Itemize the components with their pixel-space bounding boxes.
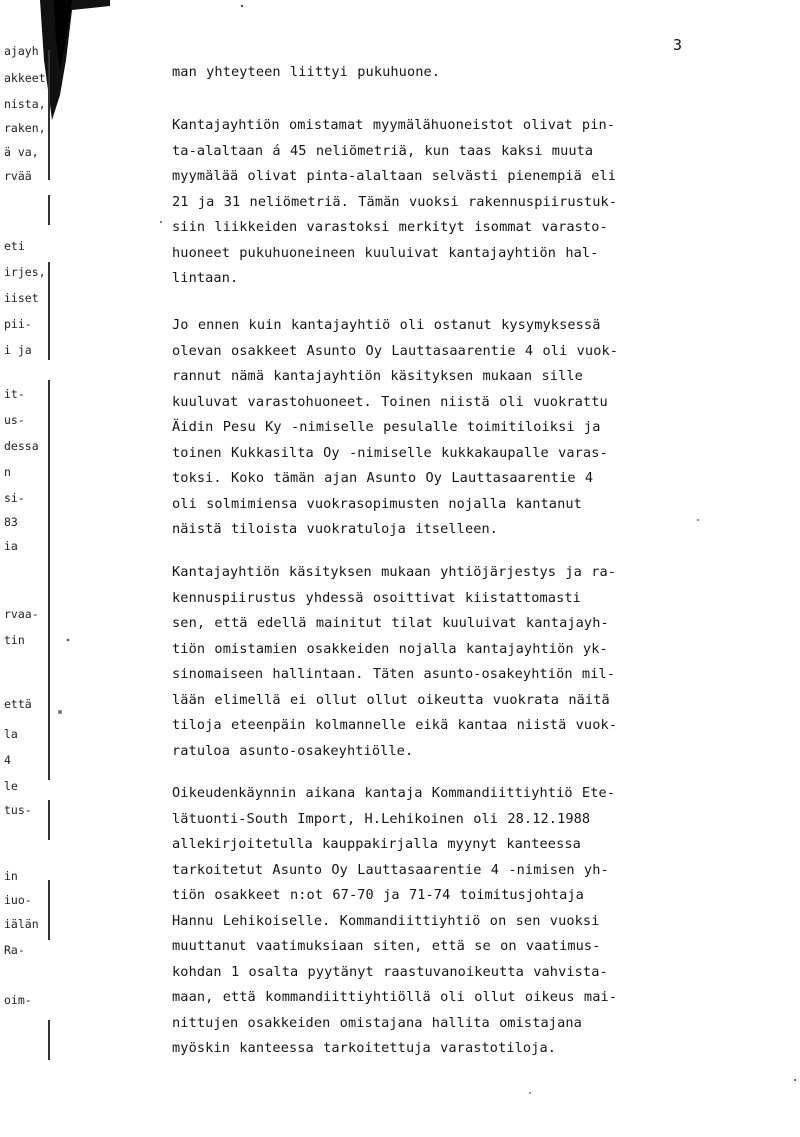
margin-fragment: iälän bbox=[4, 917, 39, 931]
text-line: Äidin Pesu Ky -nimiselle pesulalle toimitiloiksi ja bbox=[172, 419, 601, 435]
text-line: ratuloa asunto-osakeyhtiölle. bbox=[172, 742, 414, 759]
margin-fragment: n bbox=[4, 465, 11, 479]
margin-fragment: le bbox=[4, 779, 18, 793]
margin-fragment: 83 bbox=[4, 515, 18, 529]
margin-rule bbox=[48, 800, 50, 840]
text-line: kohdan 1 osalta pyytänyt raastuvanoikeutta vahvista- bbox=[172, 963, 608, 980]
text-line: tiön omistamien osakkeiden nojalla kantajayhtiön yk- bbox=[172, 640, 608, 657]
text-line: sinomaiseen hallintaan. Täten asunto-osakeyhtiön mil- bbox=[172, 666, 616, 682]
margin-fragment: pii- bbox=[4, 317, 32, 331]
margin-fragment: dessa bbox=[4, 439, 39, 453]
margin-fragment: ia bbox=[4, 539, 18, 553]
text-line: muuttanut vaatimuksiaan siten, että se on vaatimus- bbox=[172, 938, 601, 954]
margin-fragment: raken, bbox=[4, 121, 46, 135]
text-line: Oikeudenkäynnin aikana kantaja Kommandiittiyhtiö Ete- bbox=[172, 785, 616, 801]
margin-fragment: ajayh bbox=[4, 44, 39, 58]
margin-fragment: tus- bbox=[4, 803, 32, 817]
margin-fragment: oim- bbox=[4, 993, 32, 1007]
text-line: Hannu Lehikoiselle. Kommandiittiyhtiö on sen vuoksi bbox=[172, 912, 600, 929]
margin-rule bbox=[48, 1020, 50, 1060]
text-line: lätuonti-South Import, H.Lehikoinen oli 28.12.1988 bbox=[172, 810, 591, 827]
text-line: Kantajayhtiön omistamat myymälähuoneistot olivat pin- bbox=[172, 117, 616, 133]
text-line: toinen Kukkasilta Oy -nimiselle kukkakaupalle varas- bbox=[172, 444, 608, 461]
text-line: 21 ja 31 neliömetriä. Tämän vuoksi rakennuspiirustuk- bbox=[172, 193, 618, 210]
margin-fragment: 4 bbox=[4, 753, 11, 767]
text-line: toksi. Koko tämän ajan Asunto Oy Lauttasaarentie 4 bbox=[172, 470, 594, 486]
margin-fragment: ä va, bbox=[4, 145, 39, 159]
text-line: tiön osakkeet n:ot 67-70 ja 71-74 toimitusjohtaja bbox=[172, 887, 584, 903]
margin-fragment: rvaa- bbox=[4, 607, 39, 621]
text-line: oli solmimiensa vuokrasopimusten nojalla kantanut bbox=[172, 495, 582, 512]
margin-rule bbox=[48, 120, 50, 180]
margin-fragment: tin bbox=[4, 633, 25, 647]
paragraph bbox=[172, 113, 692, 292]
margin-fragment: irjes, bbox=[4, 265, 46, 279]
text-line: man yhteyteen liittyi pukuhuone. bbox=[172, 64, 441, 80]
text-line: lään elimellä ei ollut ollut oikeutta vuokrata näitä bbox=[172, 691, 610, 708]
margin-fragment: i ja bbox=[4, 343, 32, 357]
paragraph bbox=[172, 560, 692, 764]
text-line: Kantajayhtiön käsityksen mukaan yhtiöjärjestys ja ra- bbox=[172, 564, 617, 580]
margin-rule bbox=[48, 540, 50, 600]
text-line: myymälää olivat pinta-alaltaan selvästi pienempiä eli bbox=[172, 168, 617, 184]
left-margin-fragments bbox=[0, 0, 70, 1137]
margin-fragment: nista, bbox=[4, 97, 46, 111]
paragraph bbox=[172, 60, 692, 86]
text-line: allekirjoitetulla kauppakirjalla myynyt kanteessa bbox=[172, 836, 581, 852]
margin-rule bbox=[48, 380, 50, 440]
text-line: ta-alaltaan á 45 neliömetriä, kun taas kaksi muuta bbox=[172, 142, 594, 159]
text-line: kuuluvat varastohuoneet. Toinen niistä oli vuokrattu bbox=[172, 393, 608, 410]
paragraph bbox=[172, 313, 692, 543]
margin-fragment: si- bbox=[4, 491, 25, 505]
margin-rule bbox=[48, 195, 50, 225]
margin-fragment: eti bbox=[4, 239, 25, 253]
text-line: siin liikkeiden varastoksi merkityt isommat varasto- bbox=[172, 219, 608, 235]
text-line: lintaan. bbox=[172, 270, 239, 286]
margin-rule bbox=[48, 880, 50, 940]
margin-rule bbox=[48, 320, 50, 360]
margin-fragment: iiset bbox=[4, 291, 39, 305]
text-line: myöskin kanteessa tarkoitettuja varastotiloja. bbox=[172, 1040, 557, 1056]
margin-rule bbox=[48, 482, 50, 542]
text-line: maan, että kommandiittiyhtiöllä oli ollut oikeus mai- bbox=[172, 989, 618, 1005]
margin-fragment: la bbox=[4, 727, 18, 741]
text-line: olevan osakkeet Asunto Oy Lauttasaarentie 4 oli vuok- bbox=[172, 342, 619, 359]
page-number: 3 bbox=[673, 36, 683, 54]
text-line: tiloja eteenpäin kolmannelle eikä kantaa niistä vuok- bbox=[172, 717, 618, 733]
text-line: Jo ennen kuin kantajayhtiö oli ostanut kysymyksessä bbox=[172, 317, 601, 333]
text-line: sen, että edellä mainitut tilat kuuluivat kantajayh- bbox=[172, 615, 609, 631]
margin-fragment: Ra- bbox=[4, 943, 25, 957]
text-line: rannut nämä kantajayhtiön käsityksen mukaan sille bbox=[172, 368, 583, 384]
text-line: kennuspiirustus yhdessä osoittivat kiistattomasti bbox=[172, 589, 581, 606]
margin-fragment: us- bbox=[4, 413, 25, 427]
margin-fragment: että bbox=[4, 697, 32, 711]
paragraph bbox=[172, 781, 692, 1062]
text-line: tarkoitetut Asunto Oy Lauttasaarentie 4 -nimisen yh- bbox=[172, 861, 609, 878]
text-line: näistä tiloista vuokratuloja itselleen. bbox=[172, 521, 499, 537]
margin-fragment: rvää bbox=[4, 169, 32, 183]
text-line: nittujen osakkeiden omistajana hallita omistajana bbox=[172, 1014, 582, 1031]
margin-fragment: iuo- bbox=[4, 893, 32, 907]
margin-rule bbox=[48, 740, 50, 780]
margin-fragment: in bbox=[4, 869, 18, 883]
margin-rule bbox=[48, 700, 50, 740]
margin-fragment: akkeet bbox=[4, 71, 46, 85]
margin-fragment: it- bbox=[4, 387, 25, 401]
text-line: huoneet pukuhuoneineen kuuluivat kantajayhtiön hal- bbox=[172, 244, 599, 261]
